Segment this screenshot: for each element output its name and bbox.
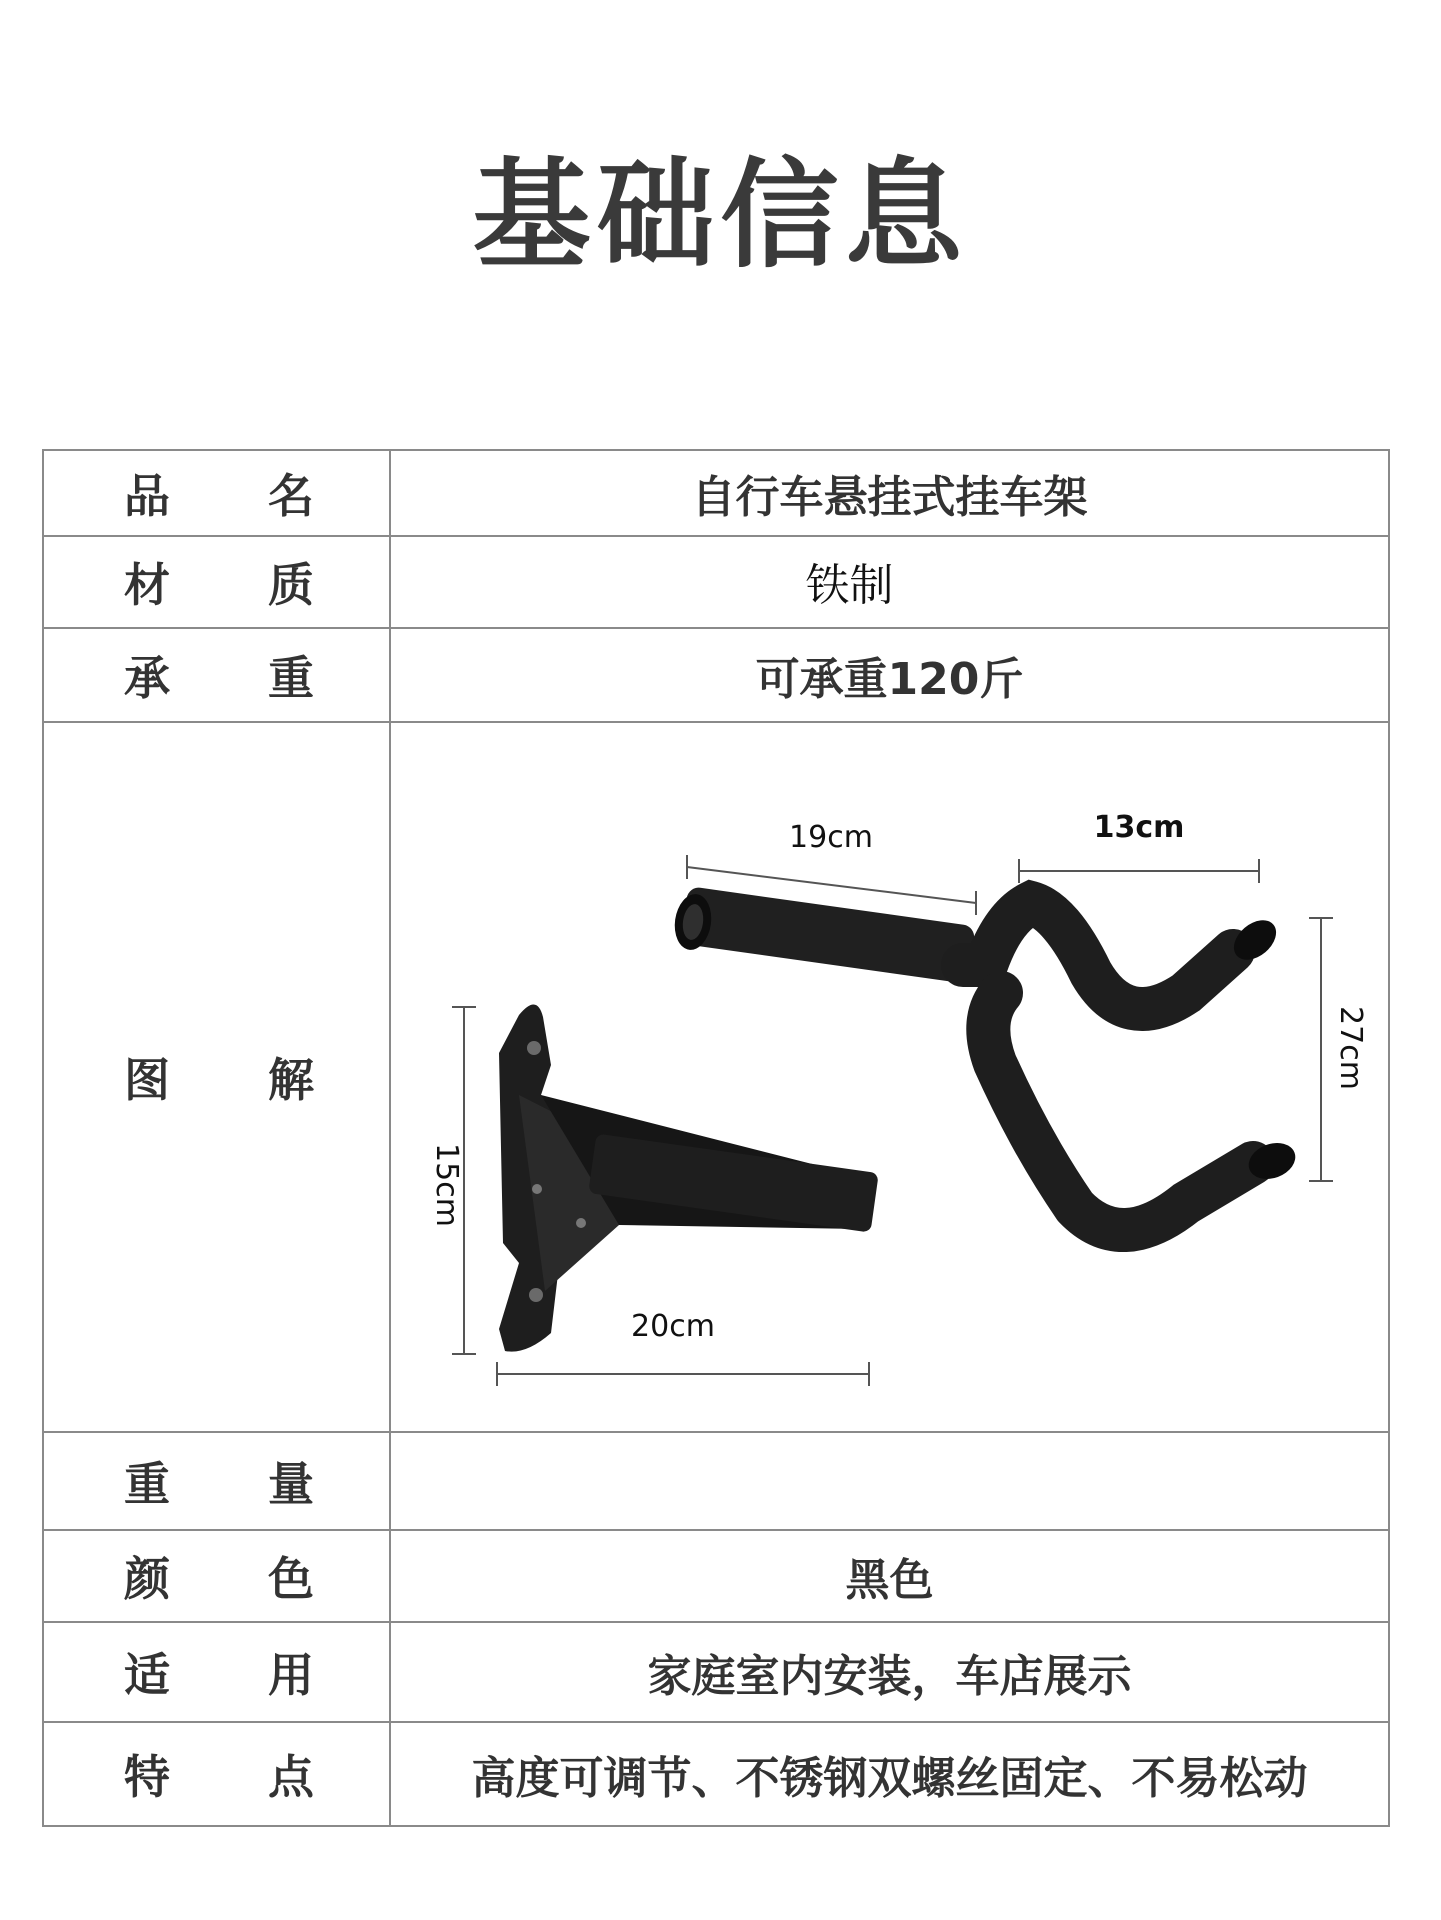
dimension-hook-width bbox=[1019, 859, 1259, 883]
row-label-char: 色 bbox=[268, 1552, 314, 1606]
plate-height-label: 15cm bbox=[429, 1143, 464, 1227]
row-value-load: 可承重120斤 bbox=[390, 628, 1389, 722]
row-value-product-name: 自行车悬挂式挂车架 bbox=[390, 450, 1389, 536]
hook-height-label: 27cm bbox=[1333, 1006, 1368, 1090]
row-label-char: 承 bbox=[124, 651, 170, 705]
page-title: 基础信息 bbox=[472, 146, 969, 284]
label-cell bbox=[43, 536, 390, 628]
row-label-char: 重 bbox=[268, 651, 314, 705]
row-label-char: 图 bbox=[124, 1053, 170, 1107]
table-row bbox=[43, 722, 1389, 1432]
row-value-weight bbox=[390, 1432, 1389, 1530]
table-row bbox=[43, 536, 1389, 628]
label-cell bbox=[43, 1432, 390, 1530]
grip-length-label: 19cm bbox=[789, 820, 873, 855]
label-cell bbox=[43, 628, 390, 722]
label-cell bbox=[43, 722, 390, 1432]
table-row bbox=[43, 628, 1389, 722]
label-cell bbox=[43, 1530, 390, 1622]
wall-mount-bracket bbox=[499, 1004, 879, 1351]
row-value-color: 黑色 bbox=[390, 1530, 1389, 1622]
row-label-char: 特 bbox=[124, 1750, 170, 1804]
label-cell bbox=[43, 1622, 390, 1722]
row-label-char: 适 bbox=[124, 1648, 170, 1702]
row-label-char: 用 bbox=[268, 1648, 314, 1702]
spec-table bbox=[42, 449, 1390, 1827]
row-label-char: 量 bbox=[268, 1457, 314, 1511]
foam-grip bbox=[671, 886, 975, 984]
product-diagram bbox=[391, 723, 1392, 1431]
diagram-cell bbox=[390, 722, 1389, 1432]
arm-length-label: 20cm bbox=[631, 1309, 715, 1344]
row-label-char: 点 bbox=[268, 1750, 314, 1804]
row-value-features: 高度可调节、不锈钢双螺丝固定、不易松动 bbox=[390, 1722, 1389, 1826]
hook-arm bbox=[963, 903, 1253, 1230]
row-label-char: 解 bbox=[268, 1053, 314, 1107]
row-label-char: 重 bbox=[124, 1457, 170, 1511]
table-row bbox=[43, 1622, 1389, 1722]
dimension-hook-height bbox=[1309, 918, 1333, 1181]
table-row bbox=[43, 1722, 1389, 1826]
row-label-char: 品 bbox=[124, 469, 170, 523]
table-row bbox=[43, 1530, 1389, 1622]
row-label-char: 名 bbox=[268, 469, 314, 523]
row-label-char: 材 bbox=[124, 558, 170, 612]
row-label-char: 质 bbox=[268, 558, 314, 612]
table-row bbox=[43, 1432, 1389, 1530]
label-cell bbox=[43, 1722, 390, 1826]
hook-width-label: 13cm bbox=[1093, 810, 1185, 845]
row-value-material: 铁制 bbox=[390, 536, 1389, 628]
dimension-arm-length bbox=[497, 1362, 869, 1386]
label-cell bbox=[43, 450, 390, 536]
row-label-char: 颜 bbox=[124, 1552, 170, 1606]
row-value-usage: 家庭室内安装，车店展示 bbox=[390, 1622, 1389, 1722]
table-row bbox=[43, 450, 1389, 536]
